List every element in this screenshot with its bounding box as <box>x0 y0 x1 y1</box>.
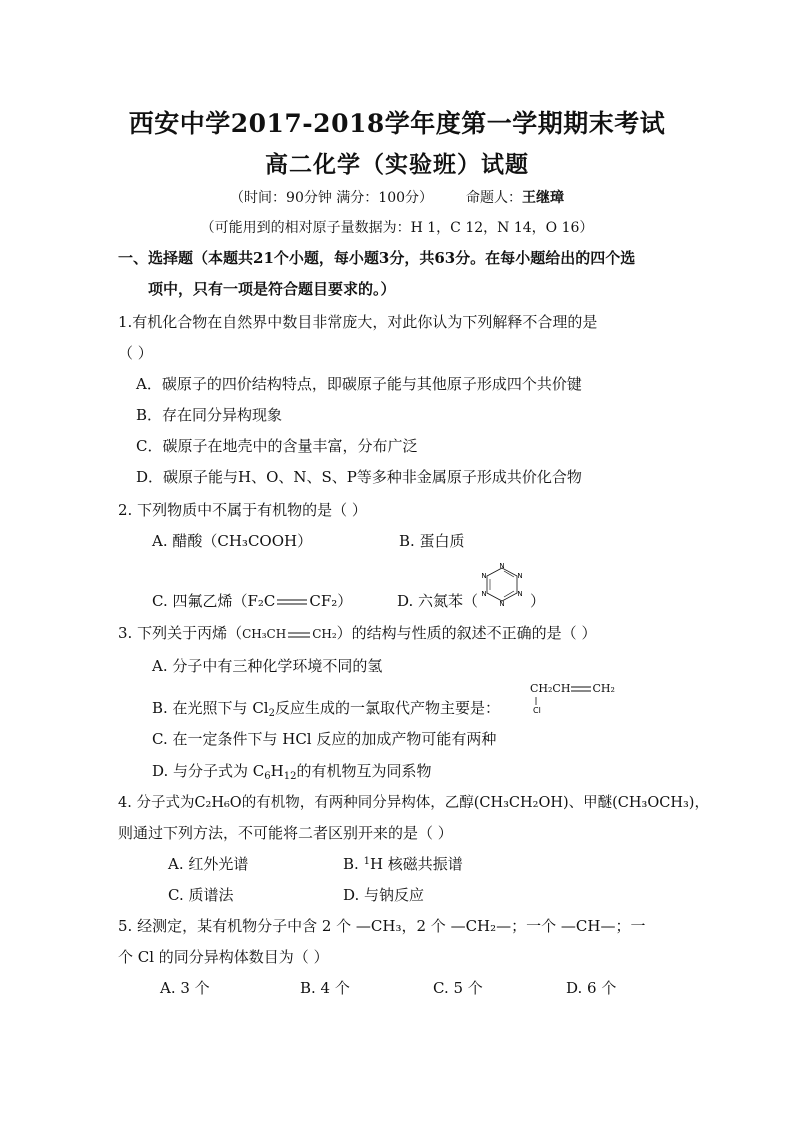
double-bond-icon <box>275 597 309 607</box>
ring-atom-label: N <box>499 600 505 608</box>
q1-option-b: B．存在同分异构现象 <box>136 406 283 424</box>
exam-info-line <box>0 187 794 207</box>
q2-a-end: ） <box>297 532 313 550</box>
chlorine-bond-icon <box>532 696 544 716</box>
q3-struct-right: CH₂ <box>592 682 615 695</box>
q5-stem-line2: 个 Cl 的同分异构体数目为（ ） <box>118 948 329 966</box>
q2-d-end: ） <box>530 592 546 610</box>
q2-c-end: ） <box>337 592 353 610</box>
q3-option-b <box>152 697 500 718</box>
q2-option-a <box>152 530 312 551</box>
ring-atom-label: N <box>499 562 505 570</box>
q3-option-d <box>152 760 432 781</box>
double-bond-icon <box>570 684 592 694</box>
q4-stem-line1: 4. 分子式为C₂H₆O的有机物，有两种同分异构体，乙醇(CH₃CH₂OH)、甲醚(CH₃OCH₃)， <box>118 795 709 811</box>
q4-stem-line2: 则通过下列方法，不可能将二者区别开来的是（ ） <box>118 824 453 842</box>
q3-option-c: C. 在一定条件下与 HCl 反应的加成产物可能有两种 <box>152 730 497 748</box>
q2-stem: 2. 下列物质中不属于有机物的是（ ） <box>118 501 367 519</box>
q4-option-d: D. 与钠反应 <box>343 886 425 904</box>
double-bond-icon <box>286 630 312 640</box>
q3-stem-end: ）的结构与性质的叙述不正确的是（ ） <box>336 624 597 642</box>
q3-d-sub1: 6 <box>264 771 271 782</box>
q2-d-label: D. 六氮苯（ <box>397 592 479 610</box>
q3-stem-start: 3. 下列关于丙烯（ <box>118 624 243 642</box>
section1-heading-line1: 一、选择题（本题共21个小题，每小题3分，共63分。在每小题给出的四个选 <box>118 249 636 267</box>
atomic-masses: （可能用到的相对原子量数据为：H 1，C 12，N 14，O 16） <box>200 220 594 236</box>
q3-b-post: 反应生成的一氯取代产物主要是： <box>274 699 500 717</box>
q3-d-pre: D. 与分子式为 C <box>152 762 265 780</box>
time-info: （时间：90分钟 满分：100分） <box>230 190 434 206</box>
q2-option-d <box>397 590 478 611</box>
q2-option-c <box>152 590 352 611</box>
q4-option-c: C. 质谱法 <box>168 886 234 904</box>
q3-stem <box>118 622 596 643</box>
ring-atom-label: N <box>517 590 523 598</box>
q3-option-a: A. 分子中有三种化学环境不同的氢 <box>152 657 383 675</box>
q3-b-sub: 2 <box>268 708 275 719</box>
q2-a-formula: CH₃COOH <box>217 532 298 550</box>
exam-subtitle: 高二化学（实验班）试题 <box>265 151 529 178</box>
q2-c-right: CF₂ <box>309 592 338 610</box>
q5-option-c: C. 5 个 <box>433 979 483 997</box>
q5-option-b: B. 4 个 <box>300 979 350 997</box>
q1-paren: （ ） <box>118 344 153 362</box>
hexazine-ring-icon <box>476 559 528 609</box>
q4-b-pre: B. <box>343 855 364 873</box>
q3-d-sub2: 12 <box>283 771 297 782</box>
q2-c-label: C. 四氟乙烯（ <box>152 592 248 610</box>
q1-stem: 1.有机化合物在自然界中数目非常庞大，对此你认为下列解释不合理的是 <box>118 313 598 331</box>
ring-atom-label: N <box>517 572 523 580</box>
q3-b-pre: B. 在光照下与 Cl <box>152 699 269 717</box>
q5-stem-line1: 5. 经测定，某有机物分子中含 2 个 —CH₃，2 个 —CH₂—；一个 —CH—；一 <box>118 917 646 935</box>
q5-option-a: A. 3 个 <box>160 979 210 997</box>
ring-atom-label: N <box>481 572 487 580</box>
q3-b-structure <box>530 682 615 695</box>
q4-b-sup: 1 <box>363 856 370 867</box>
q2-c-left: F₂C <box>247 592 276 610</box>
q3-formula-right: CH₂ <box>312 627 337 641</box>
q4-option-b <box>343 853 463 874</box>
q2-c-formula <box>247 592 337 610</box>
q1-option-c: C．碳原子在地壳中的含量丰富，分布广泛 <box>136 437 418 455</box>
chlorine-label: Cl <box>533 706 541 715</box>
exam-title: 西安中学2017-2018学年度第一学期期末考试 <box>128 109 666 138</box>
q5-option-d: D. 6 个 <box>566 979 617 997</box>
q2-a-label: A. 醋酸（ <box>152 532 218 550</box>
ring-atom-label: N <box>481 590 487 598</box>
section1-heading-line2: 项中，只有一项是符合题目要求的。） <box>148 280 396 298</box>
q1-option-a: A．碳原子的四价结构特点，即碳原子能与其他原子形成四个共价键 <box>136 375 582 393</box>
q3-formula-left: CH₃CH <box>242 627 287 641</box>
author-label: 命题人： <box>465 190 522 206</box>
q3-struct-left: CH₂CH <box>530 682 571 695</box>
q4-option-a: A. 红外光谱 <box>168 855 249 873</box>
q2-option-b: B. 蛋白质 <box>399 532 465 550</box>
q3-propene-formula <box>242 627 337 641</box>
q1-option-d: D．碳原子能与H、O、N、S、P等多种非金属原子形成共价化合物 <box>136 468 582 486</box>
author-name: 王继璋 <box>521 190 564 206</box>
q3-d-mid: H <box>270 762 284 780</box>
q3-d-post: 的有机物互为同系物 <box>296 762 432 780</box>
q4-b-post: H 核磁共振谱 <box>369 855 463 873</box>
